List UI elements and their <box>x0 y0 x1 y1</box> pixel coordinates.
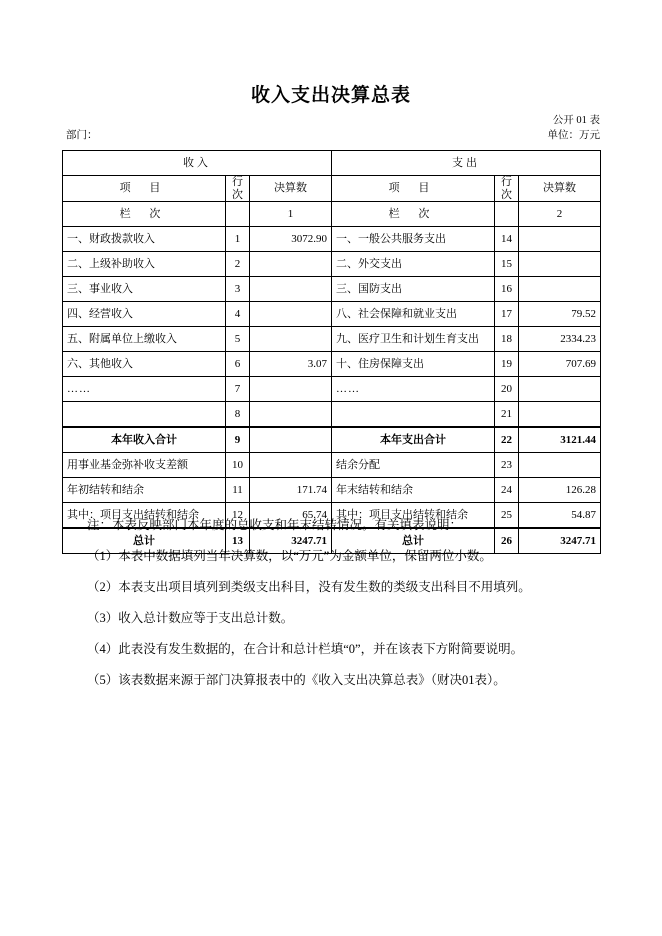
income-amount <box>250 302 332 327</box>
expenditure-line: 21 <box>495 402 519 428</box>
income-amount <box>250 453 332 478</box>
expenditure-item: …… <box>332 377 495 402</box>
income-lane-number: 1 <box>250 202 332 227</box>
table-row <box>63 352 601 377</box>
note-paragraph: （3）收入总计数应等于支出总计数。 <box>87 611 294 625</box>
income-amount: 3247.71 <box>250 528 332 554</box>
income-lane-label: 栏 次 <box>63 202 226 227</box>
income-line: 11 <box>226 478 250 503</box>
income-amount <box>250 252 332 277</box>
expenditure-amount <box>519 277 601 302</box>
income-item-header: 项 目 <box>63 176 226 202</box>
department-label: 部门： <box>66 130 98 141</box>
expenditure-amount: 707.69 <box>519 352 601 377</box>
budget-table-body <box>63 151 601 554</box>
table-row <box>63 377 601 402</box>
expenditure-item: 总计 <box>332 528 495 554</box>
income-item: 六、其他收入 <box>63 352 226 377</box>
table-row <box>63 427 601 453</box>
income-line: 12 <box>226 503 250 529</box>
expenditure-item: 本年支出合计 <box>332 427 495 453</box>
income-line: 6 <box>226 352 250 377</box>
expenditure-line-no-header-char2: 次 <box>501 188 513 201</box>
expenditure-item: 八、社会保障和就业支出 <box>332 302 495 327</box>
expenditure-item <box>332 402 495 428</box>
expenditure-lane-label: 栏 次 <box>332 202 495 227</box>
table-row <box>63 478 601 503</box>
unit-note: 单位：万元 <box>547 130 600 141</box>
income-item: 四、经营收入 <box>63 302 226 327</box>
income-item <box>63 402 226 428</box>
expenditure-amount: 2334.23 <box>519 327 601 352</box>
income-line: 1 <box>226 227 250 252</box>
income-item: …… <box>63 377 226 402</box>
expenditure-amount-header: 决算数 <box>519 176 601 202</box>
income-line: 8 <box>226 402 250 428</box>
income-amount <box>250 427 332 453</box>
table-row <box>63 277 601 302</box>
income-item: 其中：项目支出结转和结余 <box>63 503 226 529</box>
note-paragraph: （1）本表中数据填列当年决算数，以“万元”为金额单位，保留两位小数。 <box>87 549 492 563</box>
note-paragraph: 注：本表反映部门本年度的总收支和年末结转情况。有关填表说明： <box>87 518 463 532</box>
income-item: 三、事业收入 <box>63 277 226 302</box>
expenditure-line: 25 <box>495 503 519 529</box>
column-header-row <box>63 176 601 202</box>
income-amount <box>250 277 332 302</box>
expenditure-line: 17 <box>495 302 519 327</box>
budget-table <box>62 150 601 554</box>
income-line: 4 <box>226 302 250 327</box>
expenditure-line: 26 <box>495 528 519 554</box>
expenditure-line: 14 <box>495 227 519 252</box>
page-title: 收入支出决算总表 <box>250 85 411 106</box>
table-row <box>63 252 601 277</box>
expenditure-lane-line <box>495 202 519 227</box>
income-amount <box>250 402 332 428</box>
expenditure-amount: 3247.71 <box>519 528 601 554</box>
income-item: 一、财政拨款收入 <box>63 227 226 252</box>
expenditure-item: 三、国防支出 <box>332 277 495 302</box>
note-paragraph: （2）本表支出项目填列到类级支出科目，没有发生数的类级支出科目不用填列。 <box>87 580 531 594</box>
expenditure-amount: 3121.44 <box>519 427 601 453</box>
income-line: 13 <box>226 528 250 554</box>
expenditure-amount: 79.52 <box>519 302 601 327</box>
income-line-no-header-char2: 次 <box>232 188 243 201</box>
table-row <box>63 302 601 327</box>
income-line-no-header <box>226 176 250 202</box>
expenditure-item: 结余分配 <box>332 453 495 478</box>
expenditure-section-header: 支出 <box>332 151 601 176</box>
income-amount <box>250 327 332 352</box>
income-item: 用事业基金弥补收支差额 <box>63 453 226 478</box>
income-item: 总计 <box>63 528 226 554</box>
notes-section <box>62 510 602 696</box>
budget-table-wrap <box>62 150 600 554</box>
expenditure-amount: 54.87 <box>519 503 601 529</box>
expenditure-item: 其中：项目支出结转和结余 <box>332 503 495 529</box>
income-item: 二、上级补助收入 <box>63 252 226 277</box>
income-line: 5 <box>226 327 250 352</box>
expenditure-amount <box>519 402 601 428</box>
expenditure-line: 23 <box>495 453 519 478</box>
note-paragraph: （5）该表数据来源于部门决算报表中的《收入支出决算总表》（财决01表）。 <box>87 673 506 687</box>
expenditure-amount <box>519 227 601 252</box>
income-line: 2 <box>226 252 250 277</box>
income-amount: 65.74 <box>250 503 332 529</box>
expenditure-line: 19 <box>495 352 519 377</box>
form-code: 公开 01 表 <box>552 115 600 126</box>
income-item: 年初结转和结余 <box>63 478 226 503</box>
lane-row <box>63 202 601 227</box>
expenditure-line-no-header-char1: 行 <box>501 176 513 188</box>
income-item: 本年收入合计 <box>63 427 226 453</box>
table-row <box>63 327 601 352</box>
income-line-no-header-char1: 行 <box>232 176 243 188</box>
expenditure-line: 16 <box>495 277 519 302</box>
expenditure-lane-number: 2 <box>519 202 601 227</box>
expenditure-amount <box>519 377 601 402</box>
expenditure-line: 15 <box>495 252 519 277</box>
expenditure-item-header: 项 目 <box>332 176 495 202</box>
income-amount-header: 决算数 <box>250 176 332 202</box>
expenditure-item: 十、住房保障支出 <box>332 352 495 377</box>
income-section-header: 收入 <box>63 151 332 176</box>
expenditure-amount <box>519 252 601 277</box>
table-row <box>63 227 601 252</box>
table-row <box>63 453 601 478</box>
income-amount: 171.74 <box>250 478 332 503</box>
expenditure-item: 二、外交支出 <box>332 252 495 277</box>
income-amount: 3072.90 <box>250 227 332 252</box>
document-meta-right <box>548 113 601 143</box>
expenditure-amount: 126.28 <box>519 478 601 503</box>
income-amount: 3.07 <box>250 352 332 377</box>
income-lane-line <box>226 202 250 227</box>
expenditure-item: 年末结转和结余 <box>332 478 495 503</box>
income-line: 10 <box>226 453 250 478</box>
expenditure-line: 22 <box>495 427 519 453</box>
income-line: 9 <box>226 427 250 453</box>
income-line: 7 <box>226 377 250 402</box>
expenditure-line: 18 <box>495 327 519 352</box>
expenditure-amount <box>519 453 601 478</box>
table-row <box>63 402 601 428</box>
income-amount <box>250 377 332 402</box>
expenditure-line: 24 <box>495 478 519 503</box>
expenditure-line-no-header <box>495 176 519 202</box>
income-line: 3 <box>226 277 250 302</box>
expenditure-line: 20 <box>495 377 519 402</box>
note-paragraph: （4）此表没有发生数据的，在合计和总计栏填“0”，并在该表下方附简要说明。 <box>87 642 524 656</box>
expenditure-item: 一、一般公共服务支出 <box>332 227 495 252</box>
expenditure-item: 九、医疗卫生和计划生育支出 <box>332 327 495 352</box>
section-header-row <box>63 151 601 176</box>
income-item: 五、附属单位上缴收入 <box>63 327 226 352</box>
